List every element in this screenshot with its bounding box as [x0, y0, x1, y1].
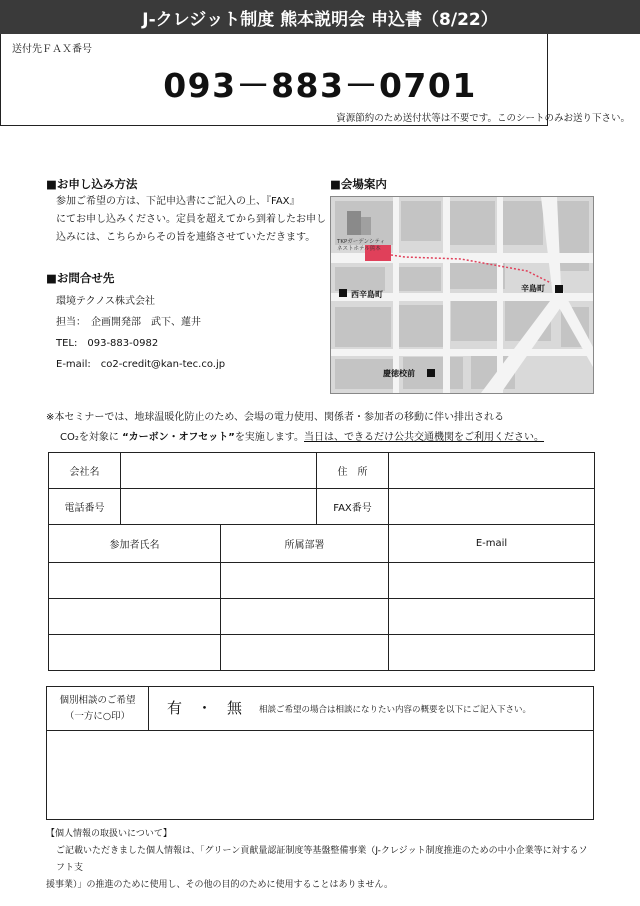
map-station-nishikarashimacho: 西辛島町 [351, 290, 383, 299]
notice-line1: ※本セミナーでは、地球温暖化防止のため、会場の電力使用、関係者・参加者の移動に伴い排出される [46, 412, 504, 423]
notice-carbon-offset: “カーボン・オフセット” [122, 432, 235, 443]
consultation-box [46, 686, 594, 820]
notice [46, 408, 606, 448]
participant-department-field[interactable] [221, 635, 389, 671]
header-note: 資源節約のため送付状等は不要です。このシートのみお送り下さい。 [336, 113, 630, 124]
map-label-venue2: ネストホテル熊本 [337, 246, 381, 252]
participant-name-field[interactable] [49, 599, 221, 635]
applicant-table [48, 452, 595, 525]
fax-number: 093－883－0701 [163, 66, 477, 105]
consult-label: 個別相談のご希望 [59, 695, 136, 706]
apply-line: 参加ご希望の方は、下記申込書にご記入の上、『FAX』 [56, 196, 300, 207]
participant-row [49, 563, 595, 599]
participant-row [49, 635, 595, 671]
contact-email: E-mail: co2-credit@kan-tec.co.jp [56, 359, 226, 370]
contact-title: ■お問合せ先 [46, 271, 115, 285]
participant-department-field[interactable] [221, 599, 389, 635]
consult-options[interactable]: 有 ・ 無 [167, 699, 243, 717]
notice-line2 [46, 428, 606, 448]
participant-email-field[interactable] [389, 599, 595, 635]
map-label-venue: TKPガーデンシティ [337, 239, 386, 245]
address-label: 住 所 [317, 453, 389, 489]
notice-co2: CO₂を対象に [60, 432, 119, 443]
venue-title: ■会場案内 [330, 177, 387, 191]
company-label: 会社名 [49, 453, 121, 489]
apply-text [56, 193, 326, 247]
privacy-section [46, 826, 594, 894]
map-station-keitokukomae: 慶徳校前 [383, 369, 415, 378]
notice-transit: 当日は、できるだけ公共交通機関をご利用ください。 [304, 432, 545, 443]
participant-department-field[interactable] [221, 563, 389, 599]
participant-name-field[interactable] [49, 563, 221, 599]
notice-implement: を実施します。 [234, 432, 305, 443]
contact-company: 環境テクノス株式会社 [56, 296, 155, 307]
department-header: 所属部署 [221, 525, 389, 563]
consult-label-cell [47, 687, 149, 731]
privacy-title: 【個人情報の取扱いについて】 [46, 829, 172, 839]
consult-details-field[interactable] [47, 731, 593, 819]
map-graphic [331, 197, 593, 393]
header-box [0, 0, 630, 126]
page-title: J-クレジット制度 熊本説明会 申込書（8/22） [0, 0, 640, 34]
contact-tel: TEL: 093-883-0982 [56, 338, 159, 349]
phone-label: 電話番号 [49, 489, 121, 525]
address-field[interactable] [389, 453, 595, 489]
apply-line: にてお申し込みください。定員を超えてから到着したお申し [56, 214, 326, 225]
map-station-karashimacho: 辛島町 [521, 284, 545, 293]
participant-row [49, 599, 595, 635]
privacy-line: ご記載いただきました個人情報は、「グリーン貢献量認証制度等基盤整備事業（J-クレジット制度推進のための中小企業等に対するソフト支 [56, 846, 588, 873]
consult-note: 相談ご希望の場合は相談になりたい内容の概要を以下にご記入下さい。 [259, 705, 532, 715]
company-field[interactable] [121, 453, 317, 489]
apply-line: 込みには、こちらからその旨を連絡させていただきます。 [56, 232, 316, 243]
venue-map [330, 196, 594, 394]
apply-title: ■お申し込み方法 [46, 177, 138, 191]
participant-name-field[interactable] [49, 635, 221, 671]
participants-table [48, 524, 595, 671]
participant-email-field[interactable] [389, 563, 595, 599]
fax-label: 送付先ＦＡＸ番号 [12, 44, 92, 55]
participant-email-field[interactable] [389, 635, 595, 671]
contact-person: 担当： 企画開発部 武下、蓮井 [56, 317, 201, 328]
privacy-line: 援事業）」の推進のために使用し、その他の目的のために使用することはありません。 [46, 880, 394, 890]
consult-sublabel: （一方に○印） [64, 711, 131, 722]
participant-header: 参加者氏名 [49, 525, 221, 563]
phone-field[interactable] [121, 489, 317, 525]
contact-block [56, 291, 225, 375]
email-header: E-mail [389, 525, 595, 563]
fax-field[interactable] [389, 489, 595, 525]
fax-field-label: FAX番号 [317, 489, 389, 525]
